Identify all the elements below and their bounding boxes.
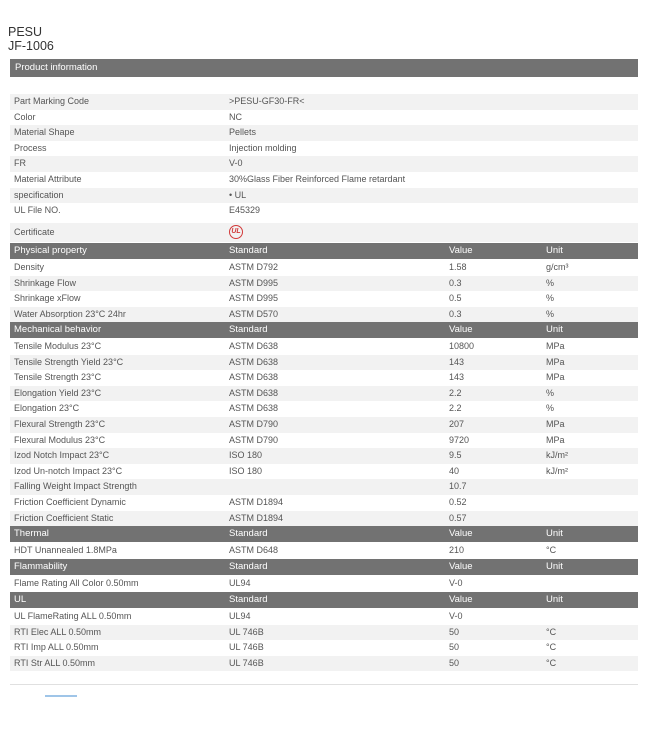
table-row: [10, 355, 638, 371]
table-row: [10, 433, 638, 449]
info-value: 30%Glass Fiber Reinforced Flame retardant: [229, 174, 406, 184]
table-row: [10, 479, 638, 495]
footer-tab-indicator[interactable]: [45, 695, 77, 697]
property-value: 143: [449, 356, 465, 367]
property-value: 10800: [449, 341, 475, 351]
property-value: 9.5: [449, 450, 462, 461]
property-unit: %: [546, 308, 555, 319]
table-row: [10, 260, 638, 276]
section-header: [10, 322, 638, 338]
table-row: [10, 417, 638, 433]
property-name: Izod Un-notch Impact 23°C: [14, 465, 123, 476]
property-value: 50: [449, 626, 460, 637]
section-title: UL: [14, 594, 27, 605]
info-value: V-0: [229, 158, 243, 169]
info-label: specification: [14, 189, 64, 200]
table-row: [10, 370, 638, 386]
property-standard: ASTM D995: [229, 277, 279, 288]
property-unit: kJ/m²: [546, 465, 568, 476]
header-standard: Standard: [229, 324, 268, 335]
property-unit: MPa: [546, 419, 565, 429]
property-standard: UL 746B: [229, 626, 264, 637]
property-standard: ISO 180: [229, 465, 263, 476]
property-value: 50: [449, 657, 460, 668]
property-value: V-0: [449, 578, 463, 588]
property-name: Flexural Modulus 23°C: [14, 434, 106, 445]
header-standard: Standard: [229, 561, 268, 572]
header-value: Value: [449, 594, 473, 605]
property-standard: ASTM D638: [229, 356, 279, 367]
property-standard: ISO 180: [229, 450, 263, 461]
table-row: [10, 448, 638, 464]
product-grade: JF-1006: [8, 39, 54, 53]
info-value: NC: [229, 111, 242, 122]
table-row: [10, 495, 638, 511]
table-row: [10, 625, 638, 641]
section-title: Thermal: [14, 528, 49, 539]
property-name: Shrinkage xFlow: [14, 293, 81, 304]
property-name: HDT Unannealed 1.8MPa: [14, 545, 117, 555]
table-row: [10, 386, 638, 402]
property-unit: MPa: [546, 341, 565, 351]
property-unit: °C: [546, 642, 557, 653]
property-value: V-0: [449, 611, 463, 621]
property-standard: ASTM D638: [229, 372, 279, 383]
footer-divider: [10, 684, 638, 685]
property-unit: %: [546, 387, 555, 398]
property-standard: ASTM D638: [229, 403, 279, 414]
table-row: [10, 339, 638, 355]
property-value: 50: [449, 642, 460, 653]
info-label: Part Marking Code: [14, 96, 90, 106]
info-row: [10, 110, 638, 126]
property-standard: ASTM D1894: [229, 512, 284, 523]
table-row: [10, 656, 638, 672]
section-title: Physical property: [14, 245, 87, 256]
property-standard: UL94: [229, 611, 251, 621]
property-unit: kJ/m²: [546, 450, 568, 461]
info-label: Material Shape: [14, 127, 75, 138]
table-row: [10, 576, 638, 592]
info-label: FR: [14, 158, 26, 169]
info-label: Certificate: [14, 226, 55, 237]
header-unit: Unit: [546, 528, 563, 539]
property-name: Tensile Strength Yield 23°C: [14, 356, 124, 367]
header-value: Value: [449, 528, 473, 539]
property-standard: ASTM D570: [229, 308, 279, 319]
property-name: Elongation 23°C: [14, 403, 80, 414]
header-unit: Unit: [546, 245, 563, 256]
property-unit: °C: [546, 626, 557, 637]
property-name: Shrinkage Flow: [14, 277, 77, 288]
table-row: [10, 609, 638, 625]
property-name: RTI Elec ALL 0.50mm: [14, 626, 102, 637]
property-unit: %: [546, 403, 555, 414]
property-standard: UL94: [229, 578, 251, 588]
property-standard: UL 746B: [229, 657, 264, 668]
property-value: 40: [449, 465, 460, 476]
property-unit: °C: [546, 657, 557, 668]
header-unit: Unit: [546, 561, 563, 572]
header-value: Value: [449, 561, 473, 572]
table-row: [10, 511, 638, 527]
property-name: Friction Coefficient Static: [14, 512, 114, 523]
info-row: [10, 94, 638, 110]
property-name: Friction Coefficient Dynamic: [14, 497, 126, 507]
property-name: RTI Imp ALL 0.50mm: [14, 642, 99, 653]
property-name: Izod Notch Impact 23°C: [14, 450, 110, 461]
property-name: RTI Str ALL 0.50mm: [14, 657, 96, 668]
table-row: [10, 291, 638, 307]
info-label: Color: [14, 111, 36, 122]
property-unit: %: [546, 293, 555, 304]
header-standard: Standard: [229, 594, 268, 605]
property-name: Tensile Strength 23°C: [14, 372, 102, 383]
property-value: 1.58: [449, 262, 467, 272]
section-header: [10, 559, 638, 575]
info-row: [10, 203, 638, 219]
property-unit: MPa: [546, 356, 565, 367]
ul-certificate-icon: UL: [229, 225, 243, 239]
info-label: Material Attribute: [14, 174, 82, 184]
section-title: Flammability: [14, 561, 68, 572]
property-value: 0.3: [449, 277, 462, 288]
property-standard: ASTM D792: [229, 262, 279, 272]
property-unit: °C: [546, 545, 557, 555]
info-value: Pellets: [229, 127, 257, 138]
header-unit: Unit: [546, 594, 563, 605]
property-value: 0.57: [449, 512, 467, 523]
info-row: [10, 156, 638, 172]
table-row: [10, 276, 638, 292]
info-label: Process: [14, 142, 47, 153]
property-standard: ASTM D648: [229, 545, 279, 555]
property-unit: MPa: [546, 434, 565, 445]
property-name: Tensile Modulus 23°C: [14, 341, 102, 351]
section-header: [10, 243, 638, 259]
header-value: Value: [449, 324, 473, 335]
info-row: [10, 141, 638, 157]
info-row: [10, 125, 638, 141]
table-row: [10, 464, 638, 480]
info-value: [229, 223, 243, 242]
product-info-header: [10, 59, 638, 77]
property-value: 0.5: [449, 293, 462, 304]
property-standard: ASTM D790: [229, 434, 279, 445]
info-row: [10, 172, 638, 188]
property-name: Elongation Yield 23°C: [14, 387, 102, 398]
property-standard: ASTM D638: [229, 387, 279, 398]
table-row: [10, 543, 638, 559]
property-unit: MPa: [546, 372, 565, 383]
info-label: UL File NO.: [14, 205, 61, 216]
property-value: 0.52: [449, 497, 467, 507]
header-value: Value: [449, 245, 473, 256]
info-row: [10, 188, 638, 204]
info-value: >PESU-GF30-FR<: [229, 96, 305, 106]
property-name: Flexural Strength 23°C: [14, 419, 106, 429]
property-name: Falling Weight Impact Strength: [14, 481, 137, 492]
info-row: [10, 223, 638, 242]
property-standard: UL 746B: [229, 642, 264, 653]
section-title: Mechanical behavior: [14, 324, 102, 335]
property-value: 143: [449, 372, 465, 383]
property-value: 0.3: [449, 308, 462, 319]
table-row: [10, 307, 638, 323]
product-family: PESU: [8, 25, 43, 39]
property-name: Water Absorption 23°C 24hr: [14, 308, 126, 319]
property-value: 2.2: [449, 387, 462, 398]
property-value: 210: [449, 545, 465, 555]
info-value: Injection molding: [229, 142, 297, 153]
property-name: Density: [14, 262, 45, 272]
property-standard: ASTM D790: [229, 419, 279, 429]
property-standard: ASTM D638: [229, 341, 279, 351]
property-standard: ASTM D1894: [229, 497, 284, 507]
header-standard: Standard: [229, 528, 268, 539]
header-standard: Standard: [229, 245, 268, 256]
property-value: 10.7: [449, 481, 467, 492]
property-standard: ASTM D995: [229, 293, 279, 304]
section-header: [10, 592, 638, 608]
property-value: 2.2: [449, 403, 462, 414]
header-unit: Unit: [546, 324, 563, 335]
info-value: E45329: [229, 205, 261, 216]
property-value: 9720: [449, 434, 470, 445]
property-name: Flame Rating All Color 0.50mm: [14, 578, 139, 588]
product-info-title: Product information: [15, 62, 98, 73]
property-value: 207: [449, 419, 465, 429]
product-title: [8, 25, 54, 53]
property-unit: %: [546, 277, 555, 288]
property-name: UL FlameRating ALL 0.50mm: [14, 611, 132, 621]
section-header: [10, 526, 638, 542]
table-row: [10, 640, 638, 656]
property-unit: g/cm³: [546, 262, 569, 272]
table-row: [10, 401, 638, 417]
info-value: • UL: [229, 189, 247, 200]
